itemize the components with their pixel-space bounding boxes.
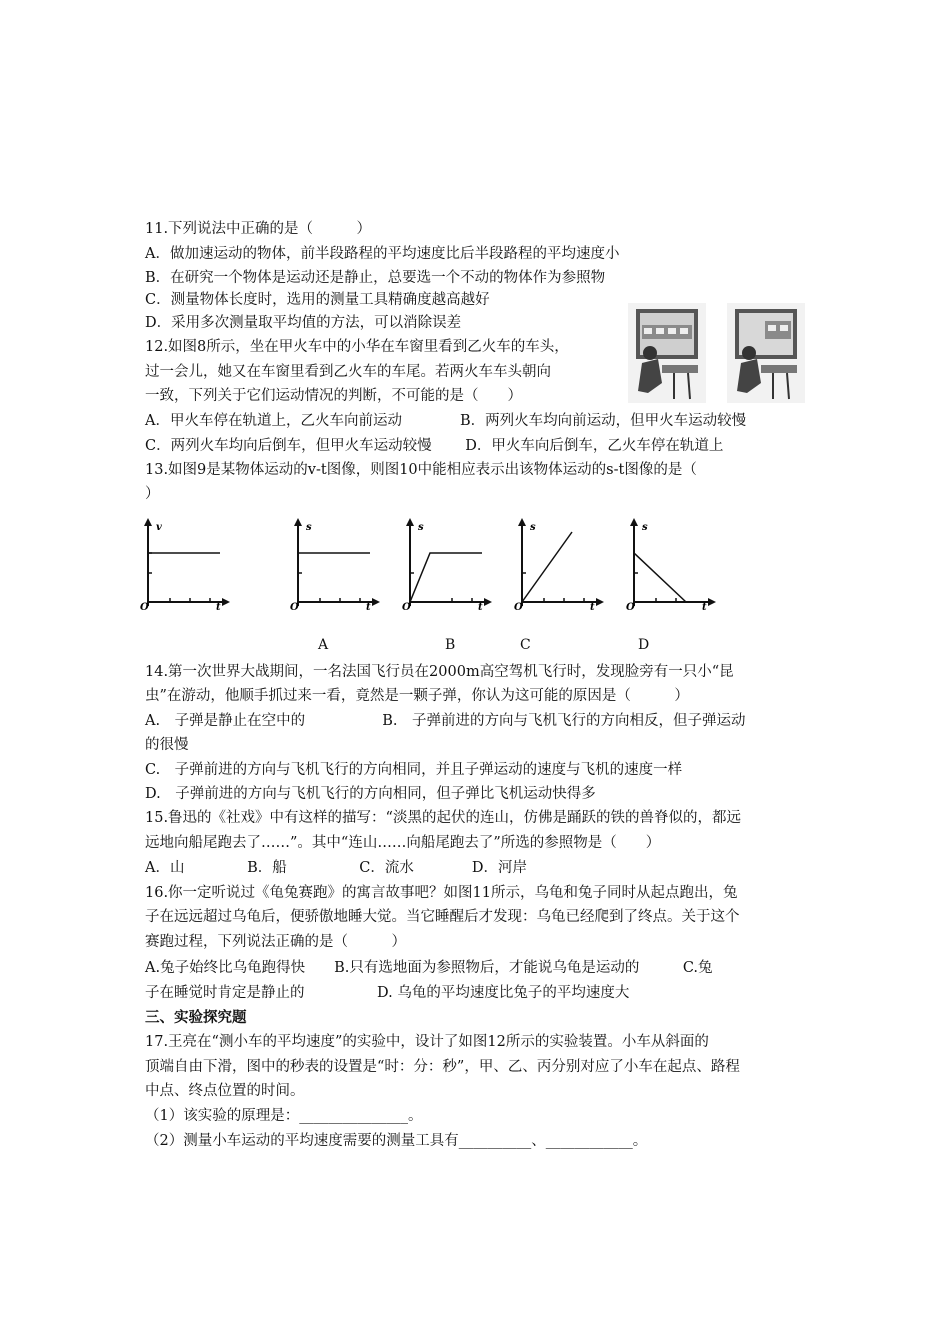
q11-stem: 11.下列说法中正确的是（ ） [145,221,372,237]
q14-option-c: C. 子弹前进的方向与飞机飞行的方向相同，并且子弹运动的速度与飞机的速度一样 [145,762,683,778]
svg-text:O: O [402,602,411,610]
svg-text:v: v [156,522,162,533]
svg-text:O: O [290,602,299,610]
vt-graph [140,518,230,610]
section-heading: 三、实验探究题 [145,1009,247,1026]
q15-stem-2: 远地向船尾跑去了……”。其中“连山……向船尾跑去了”所选的参照物是（ ） [145,835,661,851]
q17-stem-1: 17.王亮在“测小车的平均速度”的实验中，设计了如图12所示的实验装置。小车从斜面的 [145,1034,709,1050]
q17-stem-2: 顶端自由下滑，图中的秒表的设置是“时：分：秒”，甲、乙、丙分别对应了小车在起点、路程 [145,1059,740,1075]
q15-options: A．山 B．船 C．流水 D．河岸 [145,860,527,876]
svg-text:t: t [216,602,221,610]
svg-text:O: O [140,602,149,610]
q16-stem-1: 16.你一定听说过《龟兔赛跑》的寓言故事吧？如图11所示，乌龟和兔子同时从起点跑出，兔 [145,885,738,901]
q11-option-b: B．在研究一个物体是运动还是静止，总要选一个不动的物体作为参照物 [145,270,606,286]
train-window-photo-2 [727,303,805,403]
svg-text:O: O [514,602,523,610]
q12-options-ab: A．甲火车停在轨道上，乙火车向前运动 B．两列火车均向前运动，但甲火车运动较慢 [145,413,747,429]
q16-stem-2: 子在远远超过乌龟后，便骄傲地睡大觉。当它睡醒后才发现：乌龟已经爬到了终点。关于这个 [145,909,740,925]
q14-option-b-cont: 的很慢 [145,737,189,753]
st-graph-b [402,518,492,610]
graph-label-b: B [445,637,456,653]
q12-stem-1: 12.如图8所示，坐在甲火车中的小华在车窗里看到乙火车的车头， [145,339,569,355]
q14-options-ab: A. 子弹是静止在空中的 B. 子弹前进的方向与飞机飞行的方向相反，但子弹运动 [145,713,746,729]
graph-label-c: C [520,637,531,653]
q17-stem-3: 中点、终点位置的时间。 [145,1083,305,1099]
q11-option-d: D．采用多次测量取平均值的方法，可以消除误差 [145,315,462,331]
q15-stem-1: 15.鲁迅的《社戏》中有这样的描写：“淡黑的起伏的连山，仿佛是踊跃的铁的兽脊似的，都远 [145,810,741,826]
q13-stem: 13.如图9是某物体运动的v-t图像，则图10中能相应表示出该物体运动的s-t图像的是（ [145,462,697,478]
q14-option-d: D. 子弹前进的方向与飞机飞行的方向相同，但子弹比飞机运动快得多 [145,786,596,802]
q14-stem-2: 虫”在游动，他顺手抓过来一看，竟然是一颗子弹，你认为这可能的原因是（ ） [145,688,689,704]
q11-option-a: A．做加速运动的物体，前半段路程的平均速度比后半段路程的平均速度小 [145,246,620,262]
q13-stem-end: ） [145,486,160,502]
q17-part-1: （1）该实验的原理是：_______________。 [145,1108,423,1124]
svg-text:s: s [418,522,424,533]
svg-text:t: t [478,602,483,610]
q12-stem-2: 过一会儿，她又在车窗里看到乙火车的车尾。若两火车车头朝向 [145,364,551,380]
train-window-photo-1 [628,303,706,403]
svg-text:t: t [702,602,707,610]
svg-text:s: s [642,522,648,533]
q14-stem-1: 14.第一次世界大战期间，一名法国飞行员在2000m高空驾机飞行时，发现脸旁有一只小“昆 [145,664,734,680]
q16-options-1: A.兔子始终比乌龟跑得快 B.只有选地面为参照物后，才能说乌龟是运动的 C.兔 [145,960,713,976]
st-graph-d [626,518,716,610]
q16-stem-3: 赛跑过程，下列说法正确的是（ ） [145,934,406,950]
svg-text:s: s [530,522,536,533]
svg-text:O: O [626,602,635,610]
st-graph-a [290,518,380,610]
st-graph-c [514,518,604,610]
graph-label-a: A [318,637,329,653]
q11-option-c: C．测量物体长度时，选用的测量工具精确度越高越好 [145,292,490,308]
q12-stem-3: 一致，下列关于它们运动情况的判断，不可能的是（ ） [145,388,522,404]
q16-options-2: 子在睡觉时肯定是静止的 D. 乌龟的平均速度比兔子的平均速度大 [145,985,630,1001]
svg-text:s: s [306,522,312,533]
q12-options-cd: C．两列火车均向后倒车，但甲火车运动较慢 D．甲火车向后倒车，乙火车停在轨道上 [145,438,724,454]
q17-part-2: （2）测量小车运动的平均速度需要的测量工具有__________、____________。 [145,1133,648,1149]
svg-text:t: t [366,602,371,610]
svg-text:t: t [590,602,595,610]
graph-label-d: D [638,637,650,653]
